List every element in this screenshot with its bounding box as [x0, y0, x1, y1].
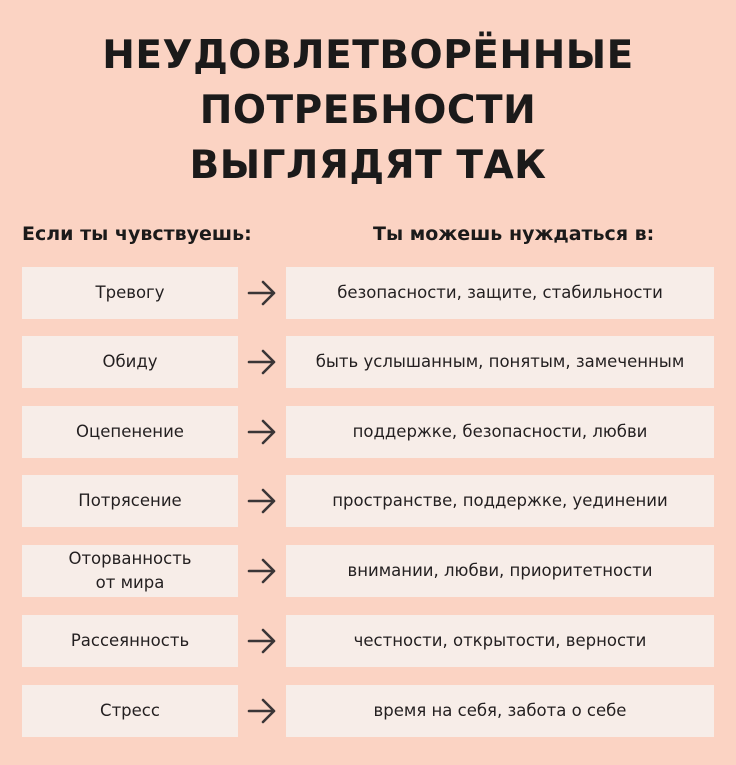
feeling-label: Рассеянность: [70, 631, 190, 650]
arrow-right-icon: [246, 627, 278, 655]
need-box: [286, 406, 714, 458]
feeling-label: Оцепенение: [76, 422, 184, 441]
need-box: [286, 615, 714, 667]
feeling-label-line-2: от мира: [95, 573, 165, 592]
feeling-box: [22, 336, 238, 388]
need-label: безопасности, защите, стабильности: [337, 283, 663, 302]
list-item: [0, 475, 736, 527]
feeling-label: Обиду: [102, 352, 158, 371]
feeling-label: Стресс: [100, 701, 160, 720]
arrow-right-icon: [246, 487, 278, 515]
feeling-box: [22, 406, 238, 458]
need-box: [286, 545, 714, 597]
list-item: [0, 685, 736, 737]
need-label: время на себя, забота о себе: [373, 701, 627, 720]
column-heading-feelings: Если ты чувствуешь:: [22, 223, 252, 245]
need-box: [286, 267, 714, 319]
feeling-label: Оторванность: [68, 549, 192, 568]
feeling-label: Тревогу: [95, 283, 165, 302]
title-line-3: ВЫГЛЯДЯТ ТАК: [189, 143, 547, 188]
arrow-right-icon: [246, 557, 278, 585]
need-label: внимании, любви, приоритетности: [347, 561, 653, 580]
need-label: честности, открытости, верности: [353, 631, 647, 650]
page-title: [0, 28, 736, 193]
feeling-box: [22, 685, 238, 737]
need-box: [286, 685, 714, 737]
need-box: [286, 336, 714, 388]
need-box: [286, 475, 714, 527]
list-item: [0, 267, 736, 319]
feeling-label: Потрясение: [78, 491, 182, 510]
arrow-right-icon: [246, 418, 278, 446]
title-line-2: ПОТРЕБНОСТИ: [199, 88, 537, 133]
title-line-1: НЕУДОВЛЕТВОРЁННЫЕ: [102, 33, 634, 78]
need-label: пространстве, поддержке, уединении: [332, 491, 668, 510]
need-label: поддержке, безопасности, любви: [352, 422, 648, 441]
list-item: [0, 336, 736, 388]
arrow-right-icon: [246, 279, 278, 307]
feeling-box: [22, 267, 238, 319]
column-heading-needs: Ты можешь нуждаться в:: [373, 223, 655, 245]
need-label: быть услышанным, понятым, замеченным: [315, 352, 685, 371]
arrow-right-icon: [246, 697, 278, 725]
list-item: [0, 406, 736, 458]
feeling-box: [22, 475, 238, 527]
feeling-box: [22, 545, 238, 597]
feeling-box: [22, 615, 238, 667]
list-item: [0, 545, 736, 597]
list-item: [0, 615, 736, 667]
arrow-right-icon: [246, 348, 278, 376]
